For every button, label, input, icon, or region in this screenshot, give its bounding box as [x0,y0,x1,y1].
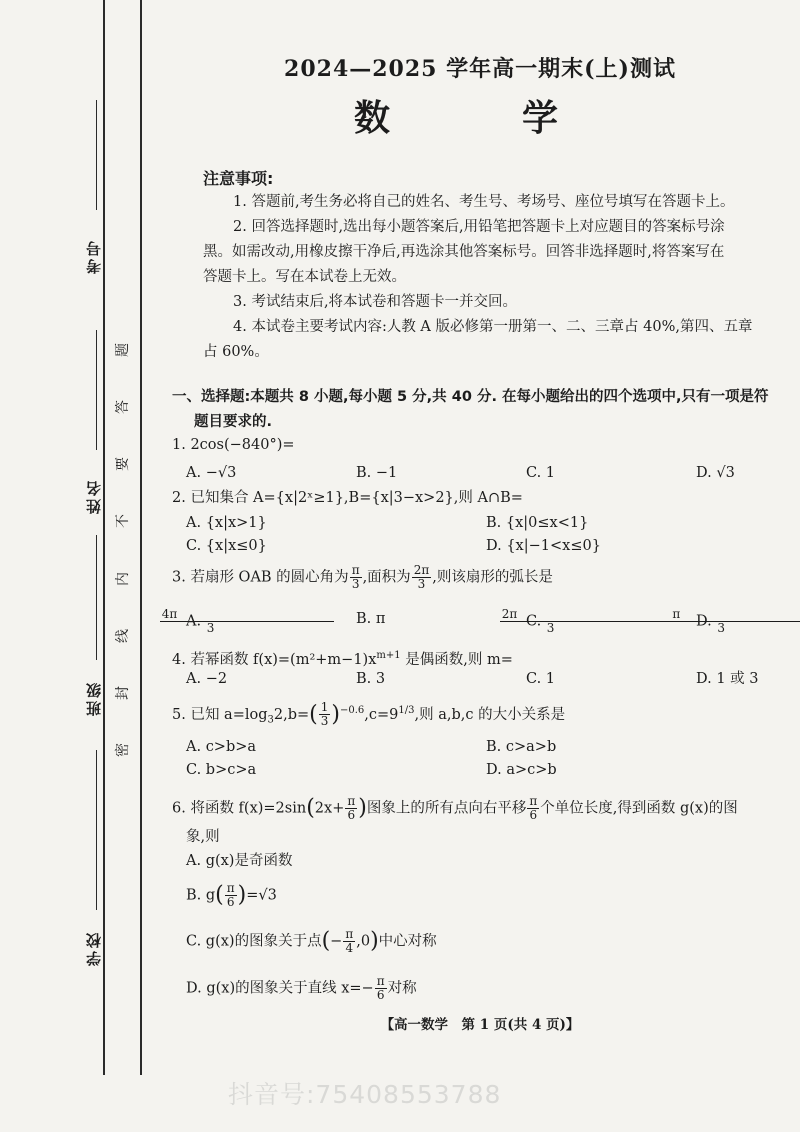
option-c[interactable]: C. {x|x≤0} [186,538,267,554]
notice-line: 1. 答题前,考生务必将自己的姓名、考生号、考场号、座位号填写在答题卡上。 [233,194,735,210]
question-4-options [186,668,786,690]
fraction: $\frac{2\pi}{3}$ [413,563,430,591]
question-4-stem: 4. 若幂函数 $f(x)=(m^2+m-1)x^{m+1}$ 是偶函数,则 m= [172,650,513,668]
section-line: 一、选择题:本题共 8 小题,每小题 5 分,共 40 分. 在每小题给出的四个选项中,只有一项是符 [172,389,769,405]
watermark: 抖音号:75408553788 [228,1080,502,1109]
option-b[interactable]: B. g( $\frac{\pi}{6}$ )=√3 [186,881,277,909]
question-1-stem: 1. 2cos(−840°)= [172,437,295,453]
stem-text: 3. 若扇形 OAB 的圆心角为 [172,569,349,586]
question-3-options [161,607,786,635]
seal-char: 答 [115,400,131,415]
option-a[interactable]: A. −2 [186,671,228,687]
field-label: 学校 [84,930,103,966]
option-a[interactable]: A. −√3 [186,465,237,481]
stem-text: ,则该扇形的弧长是 [432,569,553,586]
notice-line: 3. 考试结束后,将本试卷和答题卡一并交回。 [233,294,518,310]
fraction: $\frac{\pi}{3}$ [351,563,360,591]
option-d[interactable]: D. $\frac{\pi}{3}$ [696,608,776,635]
option-a[interactable]: A. c>b>a [186,739,257,755]
option-b[interactable]: B. −1 [356,465,398,481]
notice-line: 答题卡上。写在本试卷上无效。 [203,269,406,285]
exam-number-underline [96,100,97,210]
seal-char: 线 [115,628,131,643]
question-5-stem: 5. 已知 $a=\log_32,b=$( $\frac{1}{3}$ )$^{-0.6},c=9^{1/3}$,则 a,b,c 的大小关系是 [172,700,566,729]
class-underline [96,535,97,660]
field-name[interactable] [72,478,114,514]
option-a[interactable]: A. g(x)是奇函数 [186,853,293,869]
option-c[interactable]: C. 1 [526,671,556,687]
seal-char: 题 [115,343,131,357]
option-a[interactable]: A. $\frac{4\pi}{3}$ [186,608,356,635]
name-underline [96,330,97,450]
option-b[interactable]: B. c>a>b [486,739,557,755]
question-6-stem: 6. 将函数 f(x)=2sin(2x+ $\frac{\pi}{6}$ )图象上的所有点向右平移 $\frac{\pi}{6}$ 个单位长度,得到函数 g(x)的图 [172,794,738,822]
option-c[interactable]: C. g(x)的图象关于点(− $\frac{\pi}{4}$ ,0)中心对称 [186,927,437,955]
seal-char: 封 [115,685,131,700]
question-2-stem: 2. 已知集合 A={x|2ˣ≥1},B={x|3−x>2},则 A∩B= [172,490,523,506]
option-d[interactable]: D. 1 或 3 [696,671,759,687]
option-c[interactable]: C. $\frac{2\pi}{3}$ [526,608,696,635]
question-2-options-row2 [186,535,786,557]
section-heading [172,385,792,435]
field-label: 考号 [84,238,103,274]
notice-line: 占 60%。 [203,344,269,360]
option-b[interactable]: B. 3 [356,671,386,687]
option-b[interactable]: B. {x|0≤x<1} [486,515,589,531]
field-label: 班级 [84,680,103,716]
field-label: 姓名 [84,478,103,514]
school-underline [96,750,97,910]
margin-line-outer [103,0,105,1075]
subject-title: 数 学 [353,97,606,139]
seal-char: 要 [115,457,131,472]
question-1-options [186,462,786,484]
seal-char: 密 [115,742,131,757]
exam-title: 2024—2025 学年高一期末(上)测试 [284,56,676,82]
page-footer: 【高一数学 第 1 页(共 4 页)】 [380,1017,580,1033]
option-a[interactable]: A. {x|x>1} [186,515,267,531]
option-d[interactable]: D. √3 [696,465,735,481]
notice-line: 4. 本试卷主要考试内容:人教 A 版必修第一册第一、二、三章占 40%,第四、五章 [233,319,753,335]
margin-line-inner [140,0,142,1075]
option-d[interactable]: D. a>c>b [486,762,557,778]
section-line: 题目要求的. [194,414,273,430]
option-c[interactable]: C. b>c>a [186,762,257,778]
option-d[interactable]: D. g(x)的图象关于直线 x=− $\frac{\pi}{6}$ 对称 [186,974,417,1002]
notice-line: 黑。如需改动,用橡皮擦干净后,再选涂其他答案标号。回答非选择题时,将答案写在 [203,244,725,260]
stem-text: ,面积为 [362,569,411,586]
seal-char: 内 [115,571,131,586]
field-class[interactable] [72,680,114,716]
field-exam-number[interactable] [72,238,114,274]
option-d[interactable]: D. {x|−1<x≤0} [486,538,601,554]
question-3-stem [172,564,787,591]
notice-body [203,190,783,365]
question-5-options-row2 [186,759,786,781]
question-2-options-row1 [186,512,786,534]
notice-line: 2. 回答选择题时,选出每小题答案后,用铅笔把答题卡上对应题目的答案标号涂 [233,219,725,235]
seal-char: 不 [115,514,131,529]
option-b[interactable]: B. π [356,611,386,627]
question-5-options-row1 [186,736,786,758]
seal-line-text [113,340,131,760]
field-school[interactable] [72,930,114,966]
notice-heading: 注意事项: [203,169,274,188]
question-6-stem-cont: 象,则 [186,829,220,845]
option-c[interactable]: C. 1 [526,465,556,481]
